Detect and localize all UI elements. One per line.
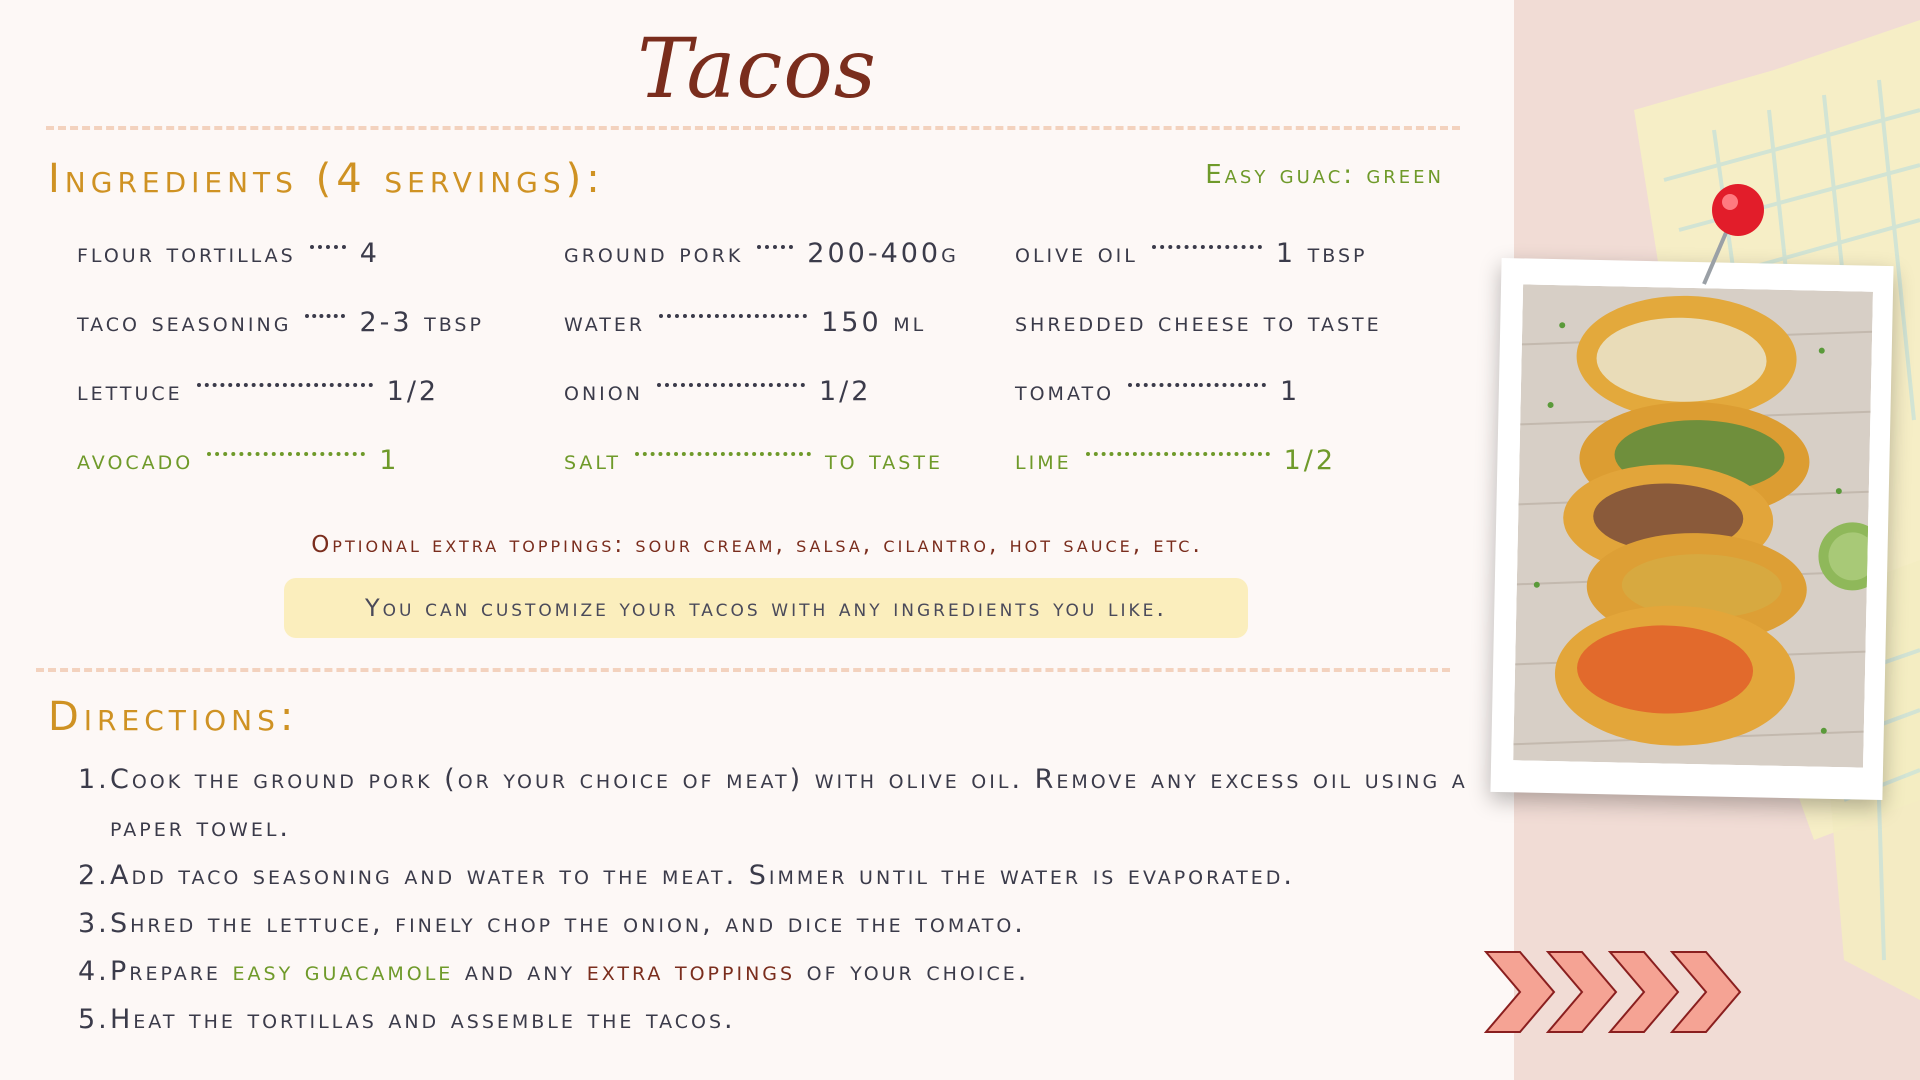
direction-step <box>78 900 1488 948</box>
direction-step <box>78 948 1488 996</box>
step-text-part: Prepare <box>110 956 233 987</box>
recipe-title: Tacos <box>637 22 877 117</box>
ingredient-amount: 1 tbsp <box>1275 238 1368 269</box>
ingredient-name: flour tortillas <box>77 238 296 269</box>
step-text: Add taco seasoning and water to the meat. Simmer until the water is evaporated. <box>110 860 1295 891</box>
taco-photo <box>1513 284 1873 767</box>
easy-guacamole-highlight: easy guacamole <box>232 956 454 987</box>
ingredient-item <box>1015 238 1367 269</box>
ingredient-name: onion <box>564 376 643 407</box>
ingredient-name: avocado <box>77 445 194 476</box>
ingredient-item <box>564 238 959 269</box>
direction-step <box>78 852 1488 900</box>
dot-leader <box>305 314 345 318</box>
ingredient-amount: to taste <box>1263 307 1382 338</box>
ingredient-amount: 2-3 tbsp <box>359 307 484 338</box>
ingredient-name: olive oil <box>1015 238 1138 269</box>
taco-illustration <box>1513 284 1873 767</box>
dot-leader <box>197 383 373 387</box>
ingredient-amount: to taste <box>825 445 943 476</box>
chevron-arrows-icon <box>1480 942 1770 1042</box>
directions-list <box>78 756 1488 1044</box>
direction-step <box>78 996 1488 1044</box>
ingredient-item <box>1015 376 1300 407</box>
divider-top <box>46 126 1460 130</box>
step-number: 2. <box>78 860 110 891</box>
dot-leader <box>657 383 805 387</box>
step-number: 5. <box>78 1004 110 1035</box>
optional-toppings: Optional extra toppings: sour cream, salsa, cilantro, hot sauce, etc. <box>311 532 1203 558</box>
ingredient-name: ground pork <box>564 238 744 269</box>
ingredient-name: taco seasoning <box>77 307 292 338</box>
ingredient-amount: 1/2 <box>1283 445 1337 476</box>
step-text: Cook the ground pork (or your choice of meat) with olive oil. Remove any excess oil using a paper towel. <box>110 764 1468 843</box>
ingredient-name: shredded cheese <box>1015 307 1252 338</box>
step-text-part: of your choice. <box>795 956 1030 987</box>
ingredient-name: water <box>564 307 646 338</box>
step-text-part: and any <box>453 956 587 987</box>
ingredient-item <box>564 376 871 407</box>
step-number: 3. <box>78 908 110 939</box>
ingredient-item <box>564 445 943 476</box>
step-text: Shred the lettuce, finely chop the onion, and dice the tomato. <box>110 908 1026 939</box>
ingredient-amount: 1/2 <box>386 376 440 407</box>
taco-photo-card <box>1490 258 1893 800</box>
ingredient-item <box>77 238 380 269</box>
guac-note: Easy guac: green <box>1205 160 1444 190</box>
step-text: Heat the tortillas and assemble the tacos. <box>110 1004 736 1035</box>
ingredient-name: lime <box>1015 445 1072 476</box>
ingredient-item <box>77 445 399 476</box>
ingredient-amount: 1 <box>1280 376 1301 407</box>
dot-leader <box>659 314 807 318</box>
ingredient-amount: 1/2 <box>818 376 872 407</box>
step-number: 1. <box>78 764 110 795</box>
dot-leader <box>207 452 365 456</box>
ingredient-name: lettuce <box>77 376 183 407</box>
dot-leader <box>310 245 346 249</box>
ingredient-item <box>1015 445 1336 476</box>
ingredient-item <box>77 307 484 338</box>
ingredient-amount: 4 <box>359 238 380 269</box>
customize-tip: You can customize your tacos with any ingredients you like. <box>284 578 1248 638</box>
ingredient-name: salt <box>564 445 621 476</box>
dot-leader <box>1128 383 1266 387</box>
ingredients-heading: Ingredients (4 servings): <box>48 156 605 202</box>
ingredient-item <box>77 376 439 407</box>
ingredient-amount: 150 ml <box>821 307 927 338</box>
direction-step <box>78 756 1488 852</box>
step-text <box>110 948 1488 996</box>
push-pin-icon <box>1690 180 1780 290</box>
ingredient-name: tomato <box>1015 376 1115 407</box>
dot-leader <box>1086 452 1270 456</box>
extra-toppings-highlight: extra toppings <box>586 956 796 987</box>
dot-leader <box>757 245 793 249</box>
dot-leader <box>1152 245 1262 249</box>
ingredient-amount: 1 <box>379 445 400 476</box>
step-number: 4. <box>78 956 110 987</box>
dot-leader <box>635 452 811 456</box>
ingredient-item <box>564 307 926 338</box>
ingredient-item <box>1015 307 1382 338</box>
divider-middle <box>36 668 1450 672</box>
ingredient-amount: 200-400g <box>807 238 959 269</box>
directions-heading: Directions: <box>48 694 299 740</box>
